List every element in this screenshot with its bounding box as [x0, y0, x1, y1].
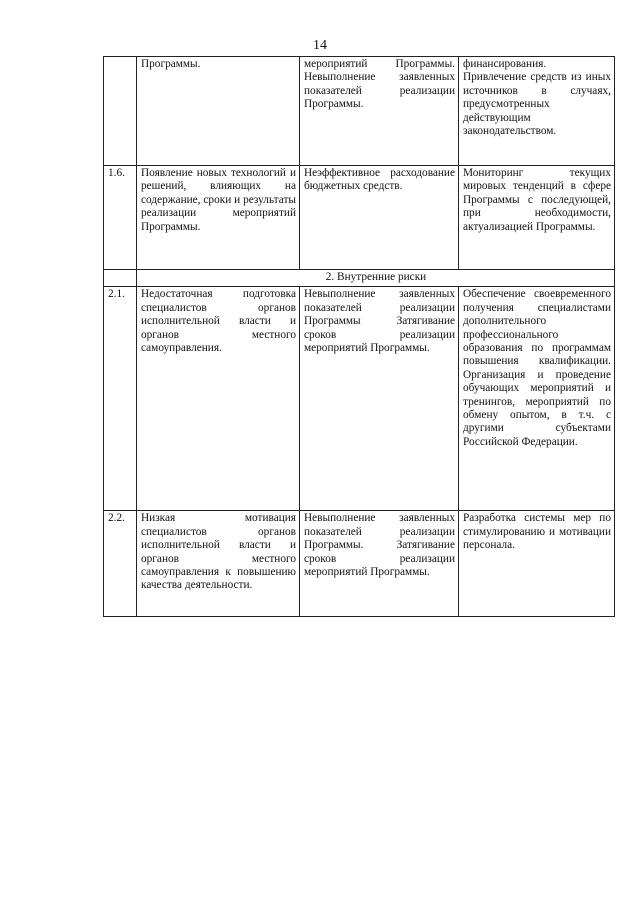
section-header-row	[104, 270, 615, 287]
risk-consequence: мероприятий Программы. Невыполнение заявленных показателей реализации Программы.	[300, 57, 459, 166]
risk-consequence: Невыполнение заявленных показателей реализации Программы Затягивание сроков реализации мероприятий Программы.	[300, 287, 459, 511]
table-row	[104, 287, 615, 511]
risk-description: Недостаточная подготовка специалистов органов исполнительной власти и органов местного самоуправления.	[137, 287, 300, 511]
table-row	[104, 511, 615, 617]
risk-description: Низкая мотивация специалистов органов исполнительной власти и органов местного самоуправления к повышению качества деятельности.	[137, 511, 300, 617]
section-title: 2. Внутренние риски	[137, 270, 615, 287]
risk-measures: Мониторинг текущих мировых тенденций в сфере Программы с последующей, при необходимости, актуализацией Программы.	[459, 166, 615, 270]
row-number: 2.2.	[104, 511, 137, 617]
risk-measures: Разработка системы мер по стимулированию и мотивации персонала.	[459, 511, 615, 617]
risk-description: Появление новых технологий и решений, влияющих на содержание, сроки и результаты реализации мероприятий Программы.	[137, 166, 300, 270]
page-number: 14	[313, 38, 327, 53]
table-row	[104, 57, 615, 166]
row-number	[104, 57, 137, 166]
risk-table	[103, 56, 615, 617]
row-number: 1.6.	[104, 166, 137, 270]
risk-measures: Обеспечение своевременного получения специалистами дополнительного профессионального образования по программам повышения квалификации. Организация и проведение обучающих мероприятий и тренингов, мероприятий по обмену опытом, в т.ч. с другими субъектами Российской Федерации.	[459, 287, 615, 511]
table-row	[104, 166, 615, 270]
risk-consequence: Невыполнение заявленных показателей реализации Программы. Затягивание сроков реализации мероприятий Программы.	[300, 511, 459, 617]
section-number-cell	[104, 270, 137, 287]
risk-measures: финансирования. Привлечение средств из иных источников в случаях, предусмотренных действующим законодательством.	[459, 57, 615, 166]
risk-consequence: Неэффективное расходование бюджетных средств.	[300, 166, 459, 270]
risk-description: Программы.	[137, 57, 300, 166]
row-number: 2.1.	[104, 287, 137, 511]
